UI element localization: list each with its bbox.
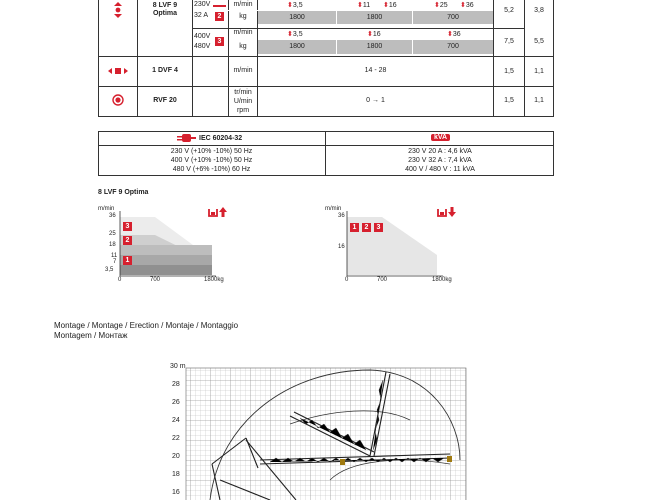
unit-kg: kg xyxy=(239,43,247,50)
y-tick: 24 xyxy=(172,417,180,424)
y-tick: 7 xyxy=(113,259,117,265)
y-tick: 25 xyxy=(109,231,116,237)
badge-3: 3 xyxy=(374,223,383,232)
model-lvf: 8 LVF 9 xyxy=(152,2,178,9)
y-tick: 20 xyxy=(172,453,180,460)
kw-value: 5,5 xyxy=(534,38,544,45)
iec-title: IEC 60204-32 xyxy=(199,135,243,142)
y-tick: 11 xyxy=(111,253,118,259)
plug-icon xyxy=(176,133,196,143)
load-value: 1800 xyxy=(289,14,305,21)
y-tick: 36 xyxy=(338,213,345,219)
y-unit: m/min xyxy=(325,206,342,212)
x-tick: 1800kg xyxy=(432,277,452,283)
badge-3: 3 xyxy=(215,37,224,46)
kva-line: 400 V / 480 V : 11 kVA xyxy=(405,166,475,173)
kw-value: 7,5 xyxy=(504,38,514,45)
kw-value: 1,5 xyxy=(504,97,514,104)
y-tick: 3,5 xyxy=(105,267,114,273)
kw-value: 5,2 xyxy=(504,7,514,14)
power-line: 230 V (+10% -10%) 50 Hz xyxy=(170,148,253,155)
kw-value: 1,1 xyxy=(534,97,544,104)
y-tick: 18 xyxy=(172,471,180,478)
voltage-32a: 32 A xyxy=(194,12,209,19)
voltage-divider xyxy=(213,5,226,7)
hoist-up-icon xyxy=(208,206,228,218)
x-tick: 0 xyxy=(118,277,122,283)
load-value: 700 xyxy=(447,43,459,50)
y-tick: 16 xyxy=(172,489,180,496)
badge-2: 2 xyxy=(362,223,371,232)
speed-arrow: ⬍36 xyxy=(447,31,461,38)
model-rvf: RVF 20 xyxy=(153,97,177,104)
speed-arrow: ⬍36 xyxy=(460,2,474,9)
trolley-icon xyxy=(108,66,128,76)
load-value: 1800 xyxy=(366,43,383,50)
slewing-speed: 0 → 1 xyxy=(366,97,385,104)
model-lvf-sub: Optima xyxy=(152,10,178,17)
x-tick: 700 xyxy=(377,277,388,283)
badge-2: 2 xyxy=(215,12,224,21)
lvf-title: 8 LVF 9 Optima xyxy=(98,189,149,196)
kva-line: 230 V 32 A : 7,4 kVA xyxy=(408,157,472,164)
x-tick: 1800kg xyxy=(204,277,224,283)
badge-3: 3 xyxy=(123,222,132,231)
speed-arrow: ⬍11 xyxy=(357,2,371,9)
unit-mmin: m/min xyxy=(233,29,253,36)
trolley-speed: 14 - 28 xyxy=(364,67,387,74)
power-line: 480 V (+6% -10%) 60 Hz xyxy=(172,166,251,173)
speed-arrow: ⬍16 xyxy=(367,31,381,38)
y-tick: 28 xyxy=(172,381,180,388)
load-value: 700 xyxy=(447,14,459,21)
power-line: 400 V (+10% -10%) 50 Hz xyxy=(170,157,253,164)
montage-svg xyxy=(150,360,480,500)
y-tick: 36 xyxy=(109,213,116,219)
montage-title-2: Montagem / Монтаж xyxy=(54,331,128,340)
y-tick: 30 m xyxy=(170,363,186,370)
unit-mmin: m/min xyxy=(233,1,253,8)
load-value: 1800 xyxy=(366,14,383,21)
model-dvf: 1 DVF 4 xyxy=(152,67,178,74)
speed-arrow: ⬍3,5 xyxy=(287,31,303,38)
badge-1: 1 xyxy=(123,256,132,265)
unit-rpm: tr/min U/min rpm xyxy=(233,89,253,114)
kva-line: 230 V 20 A : 4,6 kVA xyxy=(408,148,472,155)
kw-value: 1,5 xyxy=(504,68,514,75)
kw-value: 3,8 xyxy=(534,7,544,14)
montage-title: Montage / Montage / Erection / Montaje / Montaggio xyxy=(54,321,239,330)
badge-2: 2 xyxy=(123,236,132,245)
voltage-230: 230V xyxy=(194,1,211,8)
speed-arrow: ⬍3,5 xyxy=(287,2,303,9)
unit-mmin: m/min xyxy=(233,67,253,74)
badge-1: 1 xyxy=(350,223,359,232)
kw-value: 1,1 xyxy=(534,68,544,75)
voltage-400: 400V xyxy=(194,33,211,40)
speed-arrow: ⬍16 xyxy=(383,2,397,9)
y-unit: m/min xyxy=(98,206,115,212)
y-tick: 18 xyxy=(109,242,116,248)
x-tick: 700 xyxy=(150,277,161,283)
y-tick: 26 xyxy=(172,399,180,406)
y-tick: 16 xyxy=(338,244,345,250)
hoist-down-icon xyxy=(437,206,457,218)
slewing-icon xyxy=(112,94,124,106)
unit-kg: kg xyxy=(239,13,247,20)
y-tick: 22 xyxy=(172,435,180,442)
kva-badge: kVA xyxy=(431,134,450,141)
voltage-480: 480V xyxy=(194,43,211,50)
load-value: 1800 xyxy=(289,43,305,50)
speed-arrow: ⬍25 xyxy=(434,2,448,9)
hoist-arrows-icon xyxy=(111,2,125,18)
x-tick: 0 xyxy=(345,277,349,283)
